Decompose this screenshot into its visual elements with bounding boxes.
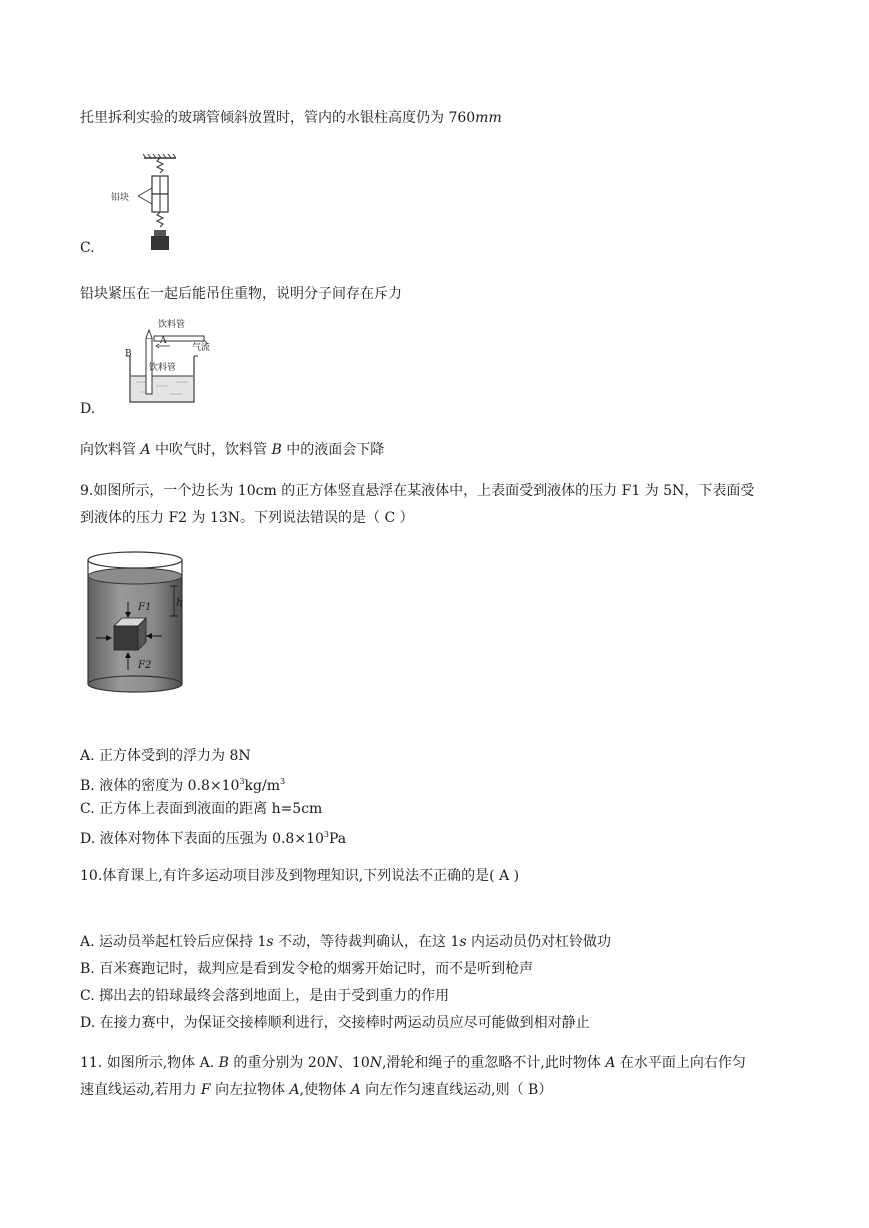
caption-part: 中的液面会下降 xyxy=(281,442,385,458)
q10-option-d: D. 在接力赛中，为保证交接棒顺利进行，交接棒时两运动员应尽可能做到相对静止 xyxy=(80,1015,590,1031)
q9-stem-line1: 9.如图所示，一个边长为 10cm 的正方体竖直悬浮在某液体中，上表面受到液体的压力 F1 为 5N，下表面受 xyxy=(80,483,755,499)
torricelli-text: 托里拆利实验的玻璃管倾斜放置时，管内的水银柱高度仍为 760 xyxy=(80,110,476,126)
stem-text: ,使物体 xyxy=(299,1082,351,1098)
stem-text: 、10 xyxy=(337,1055,370,1071)
stem-text: ,滑轮和绳子的重忽略不计,此时物体 xyxy=(381,1055,606,1071)
option-c-letter: C. xyxy=(80,240,95,256)
q10-option-b: B. 百米赛跑记时，裁判应是看到发令枪的烟雾开始记时，而不是听到枪声 xyxy=(80,961,534,977)
caption-var-a: A xyxy=(140,442,151,458)
q9-option-c: C. 正方体上表面到液面的距离 h=5cm xyxy=(80,801,323,817)
caption-part: 中吹气时，饮料管 xyxy=(150,442,272,458)
q9-option-b xyxy=(80,771,285,797)
option-c-caption: 铅块紧压在一起后能吊住重物，说明分子间存在斥力 xyxy=(80,286,402,302)
q10-option-c: C. 掷出去的铅球最终会落到地面上，是由于受到重力的作用 xyxy=(80,988,450,1004)
option-text: D. 液体对物体下表面的压强为 0.8×10 xyxy=(80,831,324,847)
var-b: B xyxy=(218,1055,229,1071)
unit-s: s xyxy=(459,934,467,950)
caption-var-b: B xyxy=(271,442,282,458)
figure-f1-label: F1 xyxy=(138,602,152,613)
option-d-caption xyxy=(80,439,384,461)
torricelli-unit: mm xyxy=(475,110,502,126)
stem-text: 速直线运动,若用力 xyxy=(80,1082,201,1098)
figure-f2-label: F2 xyxy=(138,660,152,671)
stem-text: 11. 如图所示,物体 A. xyxy=(80,1055,219,1071)
option-text: A. 运动员举起杠铃后应保持 1 xyxy=(80,934,267,950)
caption-part: 向饮料管 xyxy=(80,442,141,458)
straw-b-label: B xyxy=(125,349,132,359)
exponent: 3 xyxy=(323,830,329,839)
stem-text: 向左作匀速直线运动,则（ B） xyxy=(360,1082,553,1098)
q11-stem-line1 xyxy=(80,1052,746,1074)
option-text: B. 液体的密度为 0.8×10 xyxy=(80,778,240,794)
var-f: F xyxy=(200,1082,211,1098)
straw-a-label: A xyxy=(160,336,167,346)
cube-in-liquid-figure xyxy=(82,550,194,696)
q9-option-a: A. 正方体受到的浮力为 8N xyxy=(80,748,251,764)
unit-s: s xyxy=(266,934,274,950)
q10-option-a xyxy=(80,931,611,953)
q9-stem-line2: 到液体的压力 F2 为 13N。下列说法错误的是（ C ） xyxy=(80,510,414,526)
unit: kg/m xyxy=(244,778,280,794)
unit-n: N xyxy=(369,1055,382,1071)
figure-h-label: h xyxy=(176,596,184,609)
option-text: 内运动员仍对杠铃做功 xyxy=(466,934,612,950)
q11-stem-line2 xyxy=(80,1079,552,1101)
q9-option-d xyxy=(80,824,346,850)
unit-n: N xyxy=(325,1055,338,1071)
stem-text: 在水平面上向右作匀 xyxy=(615,1055,746,1071)
unit: Pa xyxy=(328,831,347,847)
option-text: 不动，等待裁判确认，在这 1 xyxy=(273,934,460,950)
airflow-label: 气流 xyxy=(192,343,211,353)
var-a: A xyxy=(289,1082,300,1098)
option-d-letter: D. xyxy=(80,401,96,417)
lead-block-label: 铅块 xyxy=(111,193,130,203)
stem-text: 向左拉物体 xyxy=(210,1082,290,1098)
lead-block-figure xyxy=(110,152,190,262)
exponent: 3 xyxy=(279,777,286,786)
exponent: 3 xyxy=(239,777,245,786)
var-a: A xyxy=(350,1082,361,1098)
stem-text: 的重分别为 20 xyxy=(228,1055,326,1071)
var-a: A xyxy=(605,1055,616,1071)
q10-stem: 10.体育课上,有许多运动项目涉及到物理知识,下列说法不正确的是( A ) xyxy=(80,868,520,884)
straw-inner-label: 饮料管 xyxy=(149,363,177,373)
torricelli-statement xyxy=(80,107,502,129)
straw-top-label: 饮料管 xyxy=(158,320,186,330)
